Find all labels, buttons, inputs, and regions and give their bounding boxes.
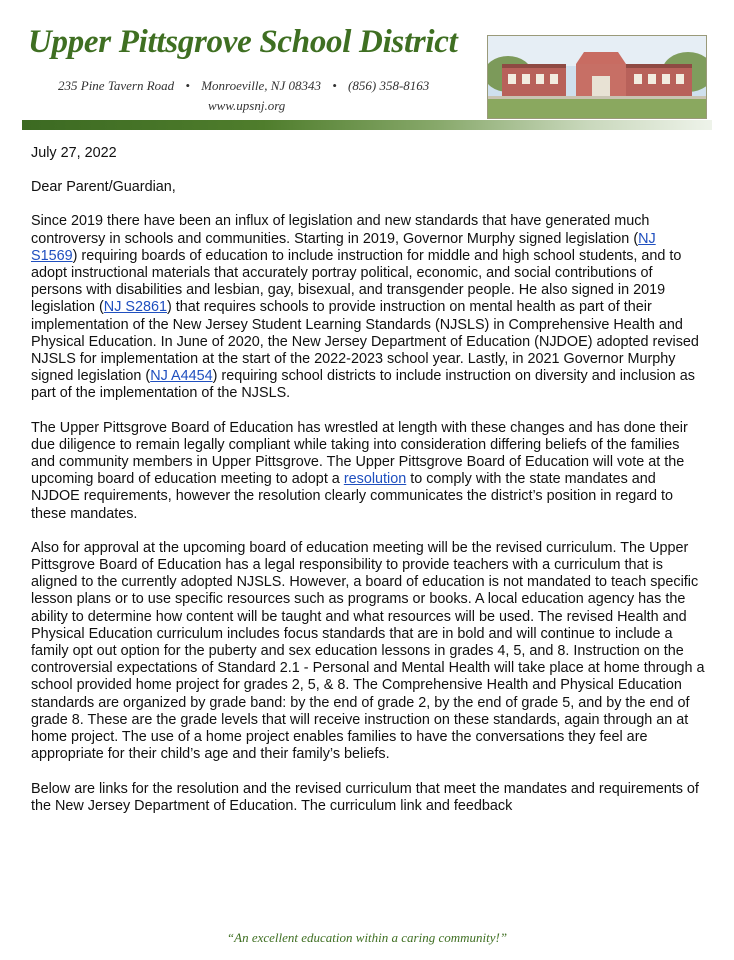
- address-line: [58, 78, 429, 94]
- paragraph-links: Below are links for the resolution and the revised curriculum that meet the mandates and requirements of the New Jersey Department of Education. The curriculum link and feedback: [31, 780, 699, 814]
- school-building-illustration: [488, 36, 706, 118]
- paragraph-text: to comply with the state mandates and NJDOE requirements, however the resolution clearly communicates the district’s position in regard to these mandates.: [31, 471, 673, 522]
- header-divider: [22, 120, 712, 130]
- salutation: Dear Parent/Guardian,: [31, 179, 176, 196]
- paragraph-text: ) that requires schools to provide instruction on mental health as part of their implementation of the New Jersey Student Learning Standards (NJSLS) in Comprehensive Health and Physical Education. In June of 2020, the New Jersey Department of Education (NJDOE) adopted revised NJSLS for implementation at the start of the 2022-2023 school year. Lastly, in 2021 Governor Murphy signed legislation (: [31, 299, 699, 385]
- city-address: Monroeville, NJ 08343: [201, 78, 321, 93]
- paragraph-text: ) requiring boards of education to include instruction for middle and high school students, and to adopt instructional materials that accurately portray political, economic, and social contributions of persons with disabilities and lesbian, gay, bisexual, and transgender people. He also signed in 2019 legislation (: [31, 247, 682, 316]
- letter-body: [31, 145, 706, 832]
- paragraph-board: [31, 420, 706, 523]
- paragraph-curriculum: Also for approval at the upcoming board of education meeting will be the revised curriculum. The Upper Pittsgrove Board of Education has a legal responsibility to provide teachers with a curriculum that is aligned to the currently adopted NJSLS. However, a board of education is not mandated to teach specific lesson plans or to use specific resources such as programs or books. A local education agency has the ability to determine how content will be taught and what resources will be used. The revised Health and Physical Education curriculum includes focus standards that are in bold and will continue to include a family opt out option for the puberty and sex education lessons in grades 4, 5, and 8. Instruction on the controversial expectations of Standard 2.1 - Personal and Mental Health will take place at home through a school provided home project for grades 2, 5, & 8. The Comprehensive Health and Physical Education standards are organized by grade band: by the end of grade 2, by the end of grade 5, and by the end of grade 8. These are the grade levels that will receive instruction on these standards, again through an at home project. The use of a home project enables families to have the conversations they feel are appropriate for their child’s age and their family’s beliefs.: [31, 539, 705, 763]
- separator-dot: •: [185, 78, 190, 93]
- paragraph-text: ) requiring school districts to include instruction on diversity and inclusion as part of the implementation of the NJSLS.: [31, 368, 695, 402]
- paragraph-text: The Upper Pittsgrove Board of Education has wrestled at length with these changes and has done their due diligence to remain legally compliant while taking into consideration differing beliefs of the families and community members in Upper Pittsgrove. The Upper Pittsgrove Board of Education will vote at the upcoming board of education meeting to adopt a: [31, 419, 688, 488]
- website-link[interactable]: www.upsnj.org: [208, 98, 286, 113]
- letterhead: [0, 0, 734, 132]
- letter-date: July 27, 2022: [31, 145, 117, 161]
- separator-dot: •: [332, 78, 337, 93]
- paragraph-text: Since 2019 there have been an influx of legislation and new standards that have generated much controversy in schools and communities. Starting in 2019, Governor Murphy signed legislation (: [31, 213, 650, 247]
- school-building-photo: [487, 35, 707, 119]
- nj-a4454-link[interactable]: NJ A4454: [150, 368, 213, 385]
- nj-s1569-link[interactable]: NJ S1569: [31, 230, 656, 264]
- district-name: Upper Pittsgrove School District: [28, 24, 458, 60]
- street-address: 235 Pine Tavern Road: [58, 78, 175, 93]
- footer-motto: “An excellent education within a caring community!”: [226, 930, 508, 945]
- nj-s2861-link[interactable]: NJ S2861: [103, 299, 167, 316]
- resolution-link[interactable]: resolution: [343, 471, 407, 488]
- phone-number: (856) 358-8163: [348, 78, 430, 93]
- paragraph-legislation: [31, 213, 706, 402]
